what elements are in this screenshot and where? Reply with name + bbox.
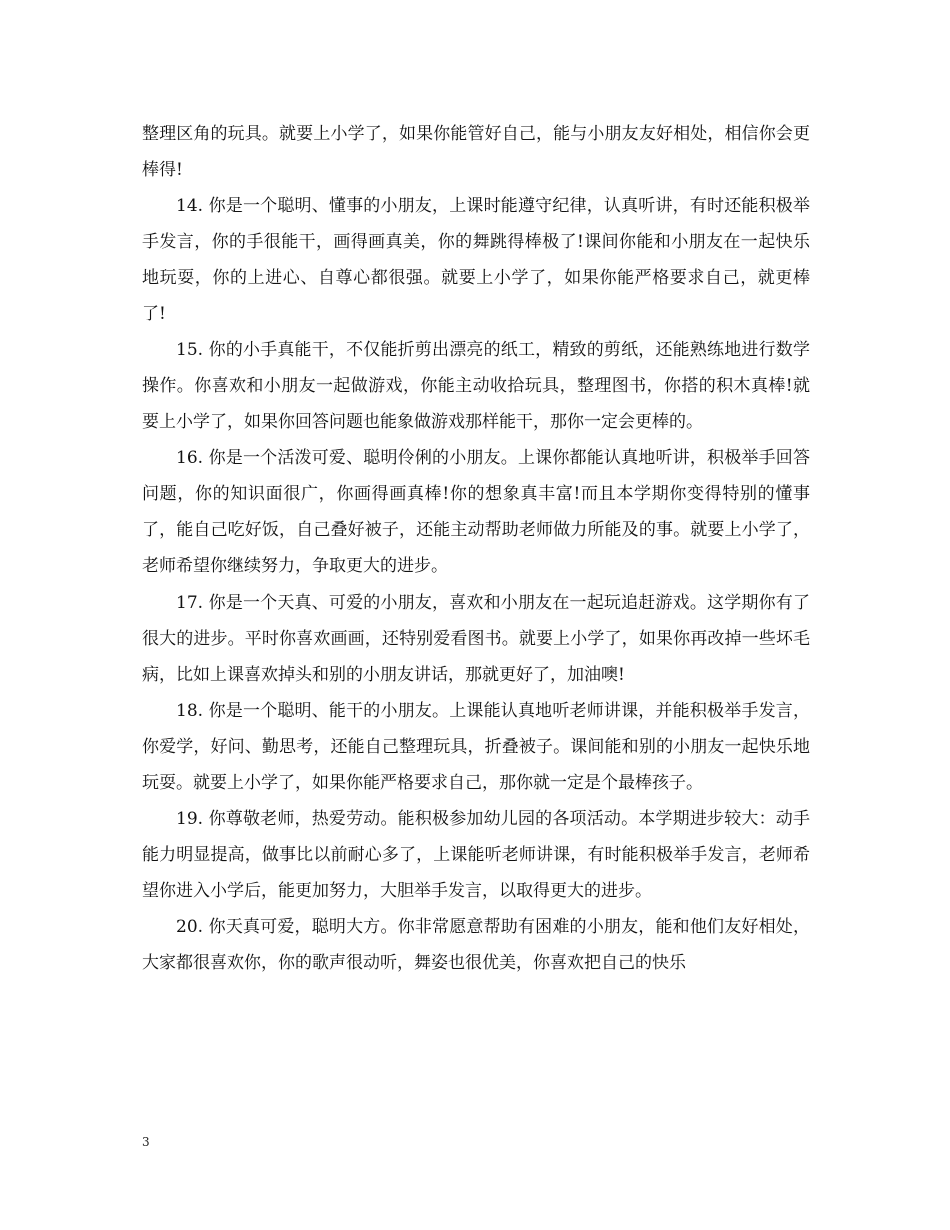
document-body bbox=[142, 116, 810, 981]
paragraph-item-15: 15. 你的小手真能干，不仅能折剪出漂亮的纸工，精致的剪纸，还能熟练地进行数学操作。你喜欢和小朋友一起做游戏，你能主动收拾玩具，整理图书，你搭的积木真棒!就要上小学了，如果你回答问题也能象做游戏那样能干，那你一定会更棒的。 bbox=[142, 340, 810, 433]
paragraph-item-17: 17. 你是一个天真、可爱的小朋友，喜欢和小朋友在一起玩追赶游戏。这学期你有了很大的进步。平时你喜欢画画，还特别爱看图书。就要上小学了，如果你再改掉一些坏毛病，比如上课喜欢掉头和别的小朋友讲话，那就更好了，加油噢! bbox=[142, 592, 810, 685]
paragraph-item-18: 18. 你是一个聪明、能干的小朋友。上课能认真地听老师讲课，并能积极举手发言，你爱学，好问、勤思考，还能自己整理玩具，折叠被子。课间能和别的小朋友一起快乐地玩耍。就要上小学了，如果你能严格要求自己，那你就一定是个最棒孩子。 bbox=[142, 700, 810, 793]
paragraph-item-16: 16. 你是一个活泼可爱、聪明伶俐的小朋友。上课你都能认真地听讲，积极举手回答问题，你的知识面很广，你画得画真棒!你的想象真丰富!而且本学期你变得特别的懂事了，能自己吃好饭，自己叠好被子，还能主动帮助老师做力所能及的事。就要上小学了，老师希望你继续努力，争取更大的进步。 bbox=[142, 448, 810, 577]
paragraph-item-20: 20. 你天真可爱，聪明大方。你非常愿意帮助有困难的小朋友，能和他们友好相处，大家都很喜欢你，你的歌声很动听，舞姿也很优美，你喜欢把自己的快乐 bbox=[142, 916, 810, 973]
paragraph-item-19: 19. 你尊敬老师，热爱劳动。能积极参加幼儿园的各项活动。本学期进步较大：动手能力明显提高，做事比以前耐心多了，上课能听老师讲课，有时能积极举手发言，老师希望你进入小学后，能更加努力，大胆举手发言，以取得更大的进步。 bbox=[142, 808, 810, 901]
paragraph-item-14: 14. 你是一个聪明、懂事的小朋友，上课时能遵守纪律，认真听讲，有时还能积极举手发言，你的手很能干，画得画真美，你的舞跳得棒极了!课间你能和小朋友在一起快乐地玩耍，你的上进心、自尊心都很强。就要上小学了，如果你能严格要求自己，就更棒了! bbox=[142, 196, 810, 325]
paragraph-continuation: 整理区角的玩具。就要上小学了，如果你能管好自己，能与小朋友友好相处，相信你会更棒得! bbox=[142, 124, 810, 180]
page-number: 3 bbox=[142, 1135, 150, 1149]
